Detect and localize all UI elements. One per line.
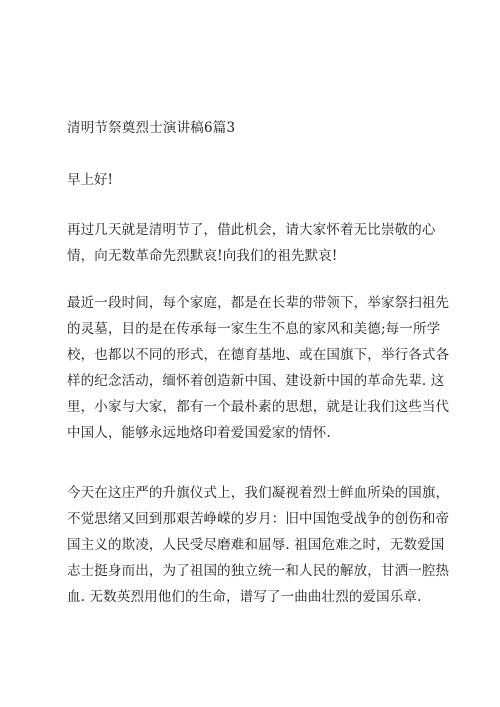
paragraph-line: 今天在这庄严的升旗仪式上，我们凝视着烈士鲜血所染的国旗， xyxy=(67,485,450,501)
paragraph-line: 最近一段时间，每个家庭，都是在长辈的带领下，举家祭扫祖先 xyxy=(67,295,450,311)
paragraph-line: 情，向无数革命先烈默哀!向我们的祖先默哀! xyxy=(67,248,338,264)
paragraph-line: 里，小家与大家，都有一个最朴素的思想，就是让我们这些当代 xyxy=(67,399,450,415)
paragraph-line: 再过几天就是清明节了，借此机会，请大家怀着无比崇敬的心 xyxy=(67,222,436,238)
greeting-text: 早上好! xyxy=(67,172,113,188)
paragraph-line: 校，也都以不同的形式，在德育基地、或在国旗下，举行各式各 xyxy=(67,347,450,363)
paragraph-line: 国主义的欺凌，人民受尽磨难和屈辱. 祖国危难之时，无数爱国 xyxy=(67,537,445,553)
document-title: 清明节祭奠烈士演讲稿6篇3 xyxy=(67,120,236,136)
paragraph-line: 的灵墓，目的是在传承每一家生生不息的家风和美德;每一所学 xyxy=(67,321,441,337)
paragraph-line: 血. 无数英烈用他们的生命，谱写了一曲曲壮烈的爱国乐章. xyxy=(67,589,422,605)
paragraph-2 xyxy=(67,290,450,446)
paragraph-1 xyxy=(67,217,447,269)
paragraph-line: 中国人，能够永远地烙印着爱国爱家的情怀. xyxy=(67,425,331,441)
paragraph-line: 志士挺身而出，为了祖国的独立统一和人民的解放，甘洒一腔热 xyxy=(67,563,450,579)
paragraph-line: 样的纪念活动，缅怀着创造新中国、建设新中国的革命先辈. 这 xyxy=(67,373,445,389)
paragraph-line: 不觉思绪又回到那艰苦峥嵘的岁月：旧中国饱受战争的创伤和帝 xyxy=(67,511,450,527)
paragraph-3 xyxy=(67,480,450,610)
